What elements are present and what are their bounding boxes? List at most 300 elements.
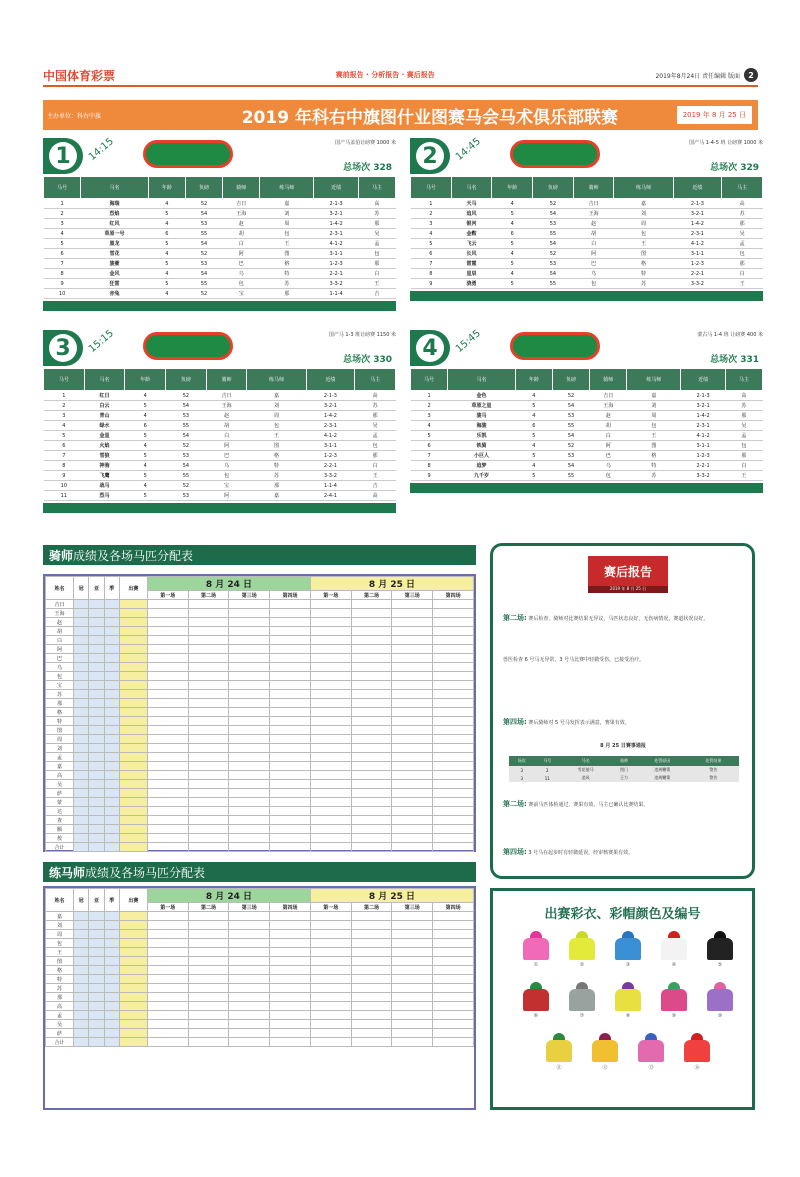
- race-number-badge: [43, 330, 83, 366]
- assign-cell: [310, 645, 351, 654]
- assign-cell: [270, 993, 311, 1002]
- assign-cell: [188, 798, 229, 807]
- report-col-header: 场次: [509, 756, 535, 766]
- silk-shirt-icon: [523, 989, 549, 1011]
- assign-cell: [392, 912, 433, 921]
- table-cell: 53: [533, 219, 574, 229]
- assign-cell: [147, 600, 188, 609]
- assign-cell: [392, 609, 433, 618]
- assign-cell: [310, 717, 351, 726]
- table-row: [44, 411, 396, 421]
- assign-cell: [270, 825, 311, 834]
- assign-cell: [270, 762, 311, 771]
- table-cell: 10: [44, 289, 81, 299]
- assign-cell: [188, 975, 229, 984]
- stat-cell: [104, 1002, 119, 1011]
- assign-cell: [310, 663, 351, 672]
- table-cell: 53: [533, 259, 574, 269]
- table-cell: 草原之星: [448, 401, 516, 411]
- table-row: [44, 471, 396, 481]
- assign-cell: [229, 807, 270, 816]
- assign-cell: [147, 1038, 188, 1047]
- race-time: 14:15: [86, 136, 116, 163]
- stat-cell: [89, 816, 104, 825]
- assign-cell: [188, 726, 229, 735]
- race-header: [410, 138, 763, 176]
- assign-cell: [433, 762, 474, 771]
- race-column-header: 马名: [84, 369, 125, 391]
- assign-cell: [270, 957, 311, 966]
- person-name: 刘: [46, 744, 74, 753]
- assign-cell: [351, 645, 392, 654]
- assign-cell: [188, 1011, 229, 1020]
- stat-cell: [104, 816, 119, 825]
- table-row: [411, 461, 763, 471]
- race-time: 15:15: [86, 328, 116, 355]
- assign-cell: [147, 672, 188, 681]
- table-cell: 雷霆: [451, 259, 492, 269]
- stat-cell: [104, 825, 119, 834]
- table-row: [46, 618, 474, 627]
- assign-cell: [188, 618, 229, 627]
- jockey-silk-5: [705, 931, 735, 968]
- table-cell: 1-2-3: [681, 451, 725, 461]
- stat-cell: [89, 636, 104, 645]
- stat-cell: [74, 816, 89, 825]
- stat-cell: [119, 780, 147, 789]
- race-total: 总场次 330: [343, 355, 392, 365]
- table-cell: 2-1-3: [681, 391, 725, 401]
- table-cell: 53: [166, 411, 207, 421]
- person-name: 高: [46, 1002, 74, 1011]
- race-entries-table: [43, 176, 396, 299]
- stat-cell: [104, 609, 119, 618]
- assign-cell: [147, 1011, 188, 1020]
- stat-cell: [119, 993, 147, 1002]
- stat-cell: [74, 762, 89, 771]
- person-name: 特: [46, 975, 74, 984]
- table-cell: 胡: [223, 229, 260, 239]
- assign-cell: [188, 645, 229, 654]
- assign-cell: [270, 816, 311, 825]
- table-cell: 5: [492, 239, 533, 249]
- assign-cell: [392, 789, 433, 798]
- race-column-header: 负磅: [166, 369, 207, 391]
- table-cell: 4-1-2: [673, 239, 722, 249]
- assign-cell: [392, 636, 433, 645]
- stat-cell: [74, 780, 89, 789]
- assign-cell: [433, 921, 474, 930]
- table-cell: 2-2-1: [673, 269, 722, 279]
- assign-cell: [310, 834, 351, 843]
- table-cell: 2: [44, 401, 85, 411]
- table-row: [46, 930, 474, 939]
- assign-cell: [188, 627, 229, 636]
- table-cell: 赵: [590, 411, 627, 421]
- table-row: [411, 209, 763, 219]
- person-name: 包: [46, 939, 74, 948]
- table-cell: 54: [185, 209, 222, 219]
- table-cell: 海瑞: [81, 199, 149, 209]
- assign-cell: [392, 948, 433, 957]
- table-cell: 1: [44, 391, 85, 401]
- stat-cell: [119, 798, 147, 807]
- table-cell: 孟: [725, 431, 762, 441]
- silk-number: ②: [579, 962, 585, 968]
- table-cell: 53: [166, 491, 207, 501]
- stat-cell: [104, 645, 119, 654]
- stat-cell: [89, 672, 104, 681]
- assign-cell: [147, 825, 188, 834]
- table-cell: 金鞍: [451, 229, 492, 239]
- table-cell: 52: [552, 391, 589, 401]
- assign-cell: [270, 609, 311, 618]
- assign-cell: [351, 1020, 392, 1029]
- table-cell: 5: [492, 279, 533, 289]
- jockey-section-title: [43, 545, 476, 565]
- race-column-header: 骑师: [590, 369, 627, 391]
- stat-cell: [74, 690, 89, 699]
- table-cell: 52: [533, 249, 574, 259]
- table-cell: 星辰: [451, 269, 492, 279]
- table-cell: 4: [492, 219, 533, 229]
- assign-cell: [188, 1029, 229, 1038]
- assign-cell: [433, 672, 474, 681]
- assign-cell: [351, 807, 392, 816]
- race-total: 总场次 329: [710, 163, 759, 173]
- table-cell: 5: [515, 471, 552, 481]
- table-cell: 5: [44, 239, 81, 249]
- assign-cell: [310, 921, 351, 930]
- table-cell: 包: [355, 441, 396, 451]
- assign-cell: [229, 984, 270, 993]
- assign-cell: [147, 1029, 188, 1038]
- table-row: [46, 726, 474, 735]
- assign-cell: [270, 975, 311, 984]
- assign-cell: [351, 717, 392, 726]
- assign-cell: [188, 600, 229, 609]
- assign-cell: [229, 636, 270, 645]
- table-row: [44, 249, 396, 259]
- table-row: [411, 441, 763, 451]
- assign-cell: [392, 717, 433, 726]
- race-col-header: 第一场: [147, 903, 188, 912]
- silk-shirt-icon: [661, 989, 687, 1011]
- stat-cell: [89, 699, 104, 708]
- table-cell: 2-4-1: [306, 491, 355, 501]
- table-row: [44, 289, 396, 299]
- assign-cell: [310, 930, 351, 939]
- newspaper-logo: 中国体育彩票: [43, 68, 116, 83]
- assign-cell: [188, 834, 229, 843]
- table-row: [46, 645, 474, 654]
- assign-cell: [433, 930, 474, 939]
- silk-cap-icon: [645, 1033, 657, 1040]
- assign-cell: [270, 1002, 311, 1011]
- table-cell: 包: [223, 279, 260, 289]
- assign-cell: [433, 825, 474, 834]
- race-col-header: 第二场: [351, 591, 392, 600]
- assign-cell: [229, 690, 270, 699]
- assign-cell: [188, 717, 229, 726]
- race-col-header: 第四场: [270, 591, 311, 600]
- assign-cell: [392, 681, 433, 690]
- assign-cell: [310, 744, 351, 753]
- table-cell: 王: [358, 279, 395, 289]
- table-cell: 吉日: [206, 391, 247, 401]
- table-cell: 1: [411, 391, 448, 401]
- table-cell: 52: [166, 441, 207, 451]
- jockey-silk-9: [659, 982, 689, 1019]
- assign-cell: [229, 735, 270, 744]
- assign-cell: [351, 762, 392, 771]
- race-time: 15:45: [453, 328, 483, 355]
- table-cell: 54: [552, 431, 589, 441]
- silk-shirt-icon: [546, 1040, 572, 1062]
- assign-cell: [392, 735, 433, 744]
- table-row: [411, 421, 763, 431]
- assign-cell: [147, 753, 188, 762]
- assign-cell: [392, 921, 433, 930]
- table-cell: 2-2-1: [314, 269, 358, 279]
- assign-cell: [392, 762, 433, 771]
- table-cell: 巴: [206, 451, 247, 461]
- race-column-header: 马号: [411, 369, 448, 391]
- table-row: [46, 690, 474, 699]
- assign-cell: [188, 912, 229, 921]
- table-row: [44, 391, 396, 401]
- stat-cell: [119, 921, 147, 930]
- table-row: [46, 780, 474, 789]
- table-row: [46, 975, 474, 984]
- assign-cell: [147, 627, 188, 636]
- race-report: [490, 543, 755, 879]
- table-cell: 白: [722, 269, 763, 279]
- race-entries-table: [410, 176, 763, 289]
- stat-cell: [74, 834, 89, 843]
- race-column-header: 负磅: [552, 369, 589, 391]
- assign-cell: [188, 735, 229, 744]
- table-cell: 雪花骏马: [560, 766, 611, 774]
- assign-cell: [188, 654, 229, 663]
- silk-shirt-icon: [615, 989, 641, 1011]
- assign-cell: [351, 930, 392, 939]
- assign-cell: [310, 807, 351, 816]
- stat-cell: [104, 717, 119, 726]
- stat-cell: [74, 699, 89, 708]
- race-column-header: 马名: [81, 177, 149, 199]
- assign-cell: [147, 975, 188, 984]
- table-cell: 5: [44, 431, 85, 441]
- table-row: [46, 993, 474, 1002]
- table-cell: 4: [515, 391, 552, 401]
- table-cell: 55: [552, 471, 589, 481]
- table-cell: 白: [573, 239, 614, 249]
- table-cell: 4: [125, 461, 166, 471]
- table-row: [46, 1002, 474, 1011]
- table-cell: 金风: [81, 269, 149, 279]
- silk-cap-icon: [530, 982, 542, 989]
- jockey-silk-13: [636, 1033, 666, 1071]
- assign-cell: [351, 627, 392, 636]
- assign-cell: [433, 1020, 474, 1029]
- assign-cell: [392, 699, 433, 708]
- table-cell: 特: [247, 461, 306, 471]
- track-icon: [143, 332, 233, 360]
- table-row: [46, 762, 474, 771]
- report-col-header: 处罚原因: [637, 756, 688, 766]
- assign-cell: [270, 771, 311, 780]
- stat-cell: [89, 726, 104, 735]
- assign-cell: [433, 726, 474, 735]
- stat-cell: [119, 600, 147, 609]
- table-cell: 烈马: [84, 491, 125, 501]
- table-cell: 赤兔: [81, 289, 149, 299]
- assign-cell: [229, 975, 270, 984]
- table-row: [44, 401, 396, 411]
- table-row: [46, 807, 474, 816]
- table-cell: 违规鞭策: [637, 774, 688, 782]
- race-column-header: 近绩: [306, 369, 355, 391]
- stat-cell: [89, 825, 104, 834]
- assign-cell: [188, 771, 229, 780]
- stat-cell: [119, 645, 147, 654]
- table-cell: 3-3-2: [306, 471, 355, 481]
- table-row: [46, 912, 474, 921]
- assign-cell: [270, 807, 311, 816]
- stat-cell: [119, 1002, 147, 1011]
- stat-cell: [104, 930, 119, 939]
- table-cell: 那: [355, 411, 396, 421]
- table-row: [46, 966, 474, 975]
- report-col-header: 骑师: [611, 756, 637, 766]
- assign-cell: [229, 726, 270, 735]
- table-cell: 5: [148, 209, 185, 219]
- assign-cell: [229, 618, 270, 627]
- race-footer-bar: [43, 503, 396, 513]
- silk-cap-icon: [668, 931, 680, 938]
- assign-cell: [188, 948, 229, 957]
- assign-cell: [310, 690, 351, 699]
- table-cell: 53: [552, 411, 589, 421]
- table-cell: 55: [185, 279, 222, 289]
- table-cell: 特: [614, 269, 673, 279]
- table-cell: 吉日: [573, 199, 614, 209]
- stat-cell: [104, 663, 119, 672]
- race-column-header: 马名: [448, 369, 516, 391]
- assign-cell: [188, 921, 229, 930]
- assign-cell: [270, 645, 311, 654]
- table-cell: 图: [247, 441, 306, 451]
- table-cell: 违规鞭策: [637, 766, 688, 774]
- table-cell: 6: [44, 249, 81, 259]
- assign-cell: [310, 681, 351, 690]
- table-cell: 4: [515, 411, 552, 421]
- table-cell: 4: [125, 441, 166, 451]
- report-para-3: [503, 716, 743, 729]
- table-cell: 巴: [223, 259, 260, 269]
- table-cell: 6: [148, 229, 185, 239]
- stat-cell: [74, 645, 89, 654]
- table-cell: 阿: [206, 441, 247, 451]
- assign-cell: [310, 1002, 351, 1011]
- race-column-header: 近绩: [673, 177, 722, 199]
- track-icon: [510, 332, 600, 360]
- assign-cell: [310, 843, 351, 852]
- silk-shirt-icon: [569, 938, 595, 960]
- table-cell: 11: [44, 491, 85, 501]
- race-col-header: 第四场: [433, 903, 474, 912]
- assign-cell: [229, 753, 270, 762]
- assign-cell: [188, 1020, 229, 1029]
- assign-cell: [147, 1020, 188, 1029]
- person-name: 包: [46, 672, 74, 681]
- stat-cell: [104, 1029, 119, 1038]
- stat-header: 季: [104, 577, 119, 600]
- stat-cell: [119, 708, 147, 717]
- stat-cell: [119, 636, 147, 645]
- assign-cell: [310, 825, 351, 834]
- silk-cap-icon: [599, 1033, 611, 1040]
- table-cell: 王: [355, 471, 396, 481]
- assign-cell: [229, 939, 270, 948]
- race-column-header: 骑师: [573, 177, 614, 199]
- assign-cell: [351, 798, 392, 807]
- race-card-2: [410, 138, 763, 301]
- race-column-header: 骑师: [206, 369, 247, 391]
- person-name: 白: [46, 636, 74, 645]
- assign-cell: [147, 966, 188, 975]
- race-col-header: 第三场: [392, 903, 433, 912]
- table-row: [46, 825, 474, 834]
- table-cell: 天马: [451, 199, 492, 209]
- assign-cell: [351, 843, 392, 852]
- assign-cell: [270, 717, 311, 726]
- race-number: 4: [416, 334, 444, 362]
- table-cell: 宝: [223, 289, 260, 299]
- silk-number: ⑤: [717, 962, 723, 968]
- stat-cell: [74, 681, 89, 690]
- table-cell: 5: [125, 431, 166, 441]
- table-cell: 8: [411, 461, 448, 471]
- stat-cell: [74, 1029, 89, 1038]
- race-col-header: 第二场: [188, 903, 229, 912]
- silk-number: ⑨: [671, 1013, 677, 1019]
- table-cell: 55: [533, 229, 574, 239]
- assign-cell: [392, 984, 433, 993]
- silk-cap-icon: [691, 1033, 703, 1040]
- stat-cell: [104, 789, 119, 798]
- assign-cell: [270, 690, 311, 699]
- table-cell: 4: [492, 249, 533, 259]
- assign-cell: [433, 609, 474, 618]
- table-cell: 青山: [84, 411, 125, 421]
- assign-cell: [392, 618, 433, 627]
- stat-cell: [89, 708, 104, 717]
- table-cell: 苏: [722, 209, 763, 219]
- stat-cell: [89, 627, 104, 636]
- stat-cell: [74, 825, 89, 834]
- assign-cell: [270, 753, 311, 762]
- assign-cell: [188, 816, 229, 825]
- table-cell: 52: [185, 199, 222, 209]
- table-cell: 4-1-2: [306, 431, 355, 441]
- race-column-header: 练马师: [627, 369, 681, 391]
- person-name: 宝: [46, 681, 74, 690]
- table-cell: 5: [148, 239, 185, 249]
- race-col-header: 第一场: [310, 903, 351, 912]
- table-cell: 2: [535, 766, 561, 774]
